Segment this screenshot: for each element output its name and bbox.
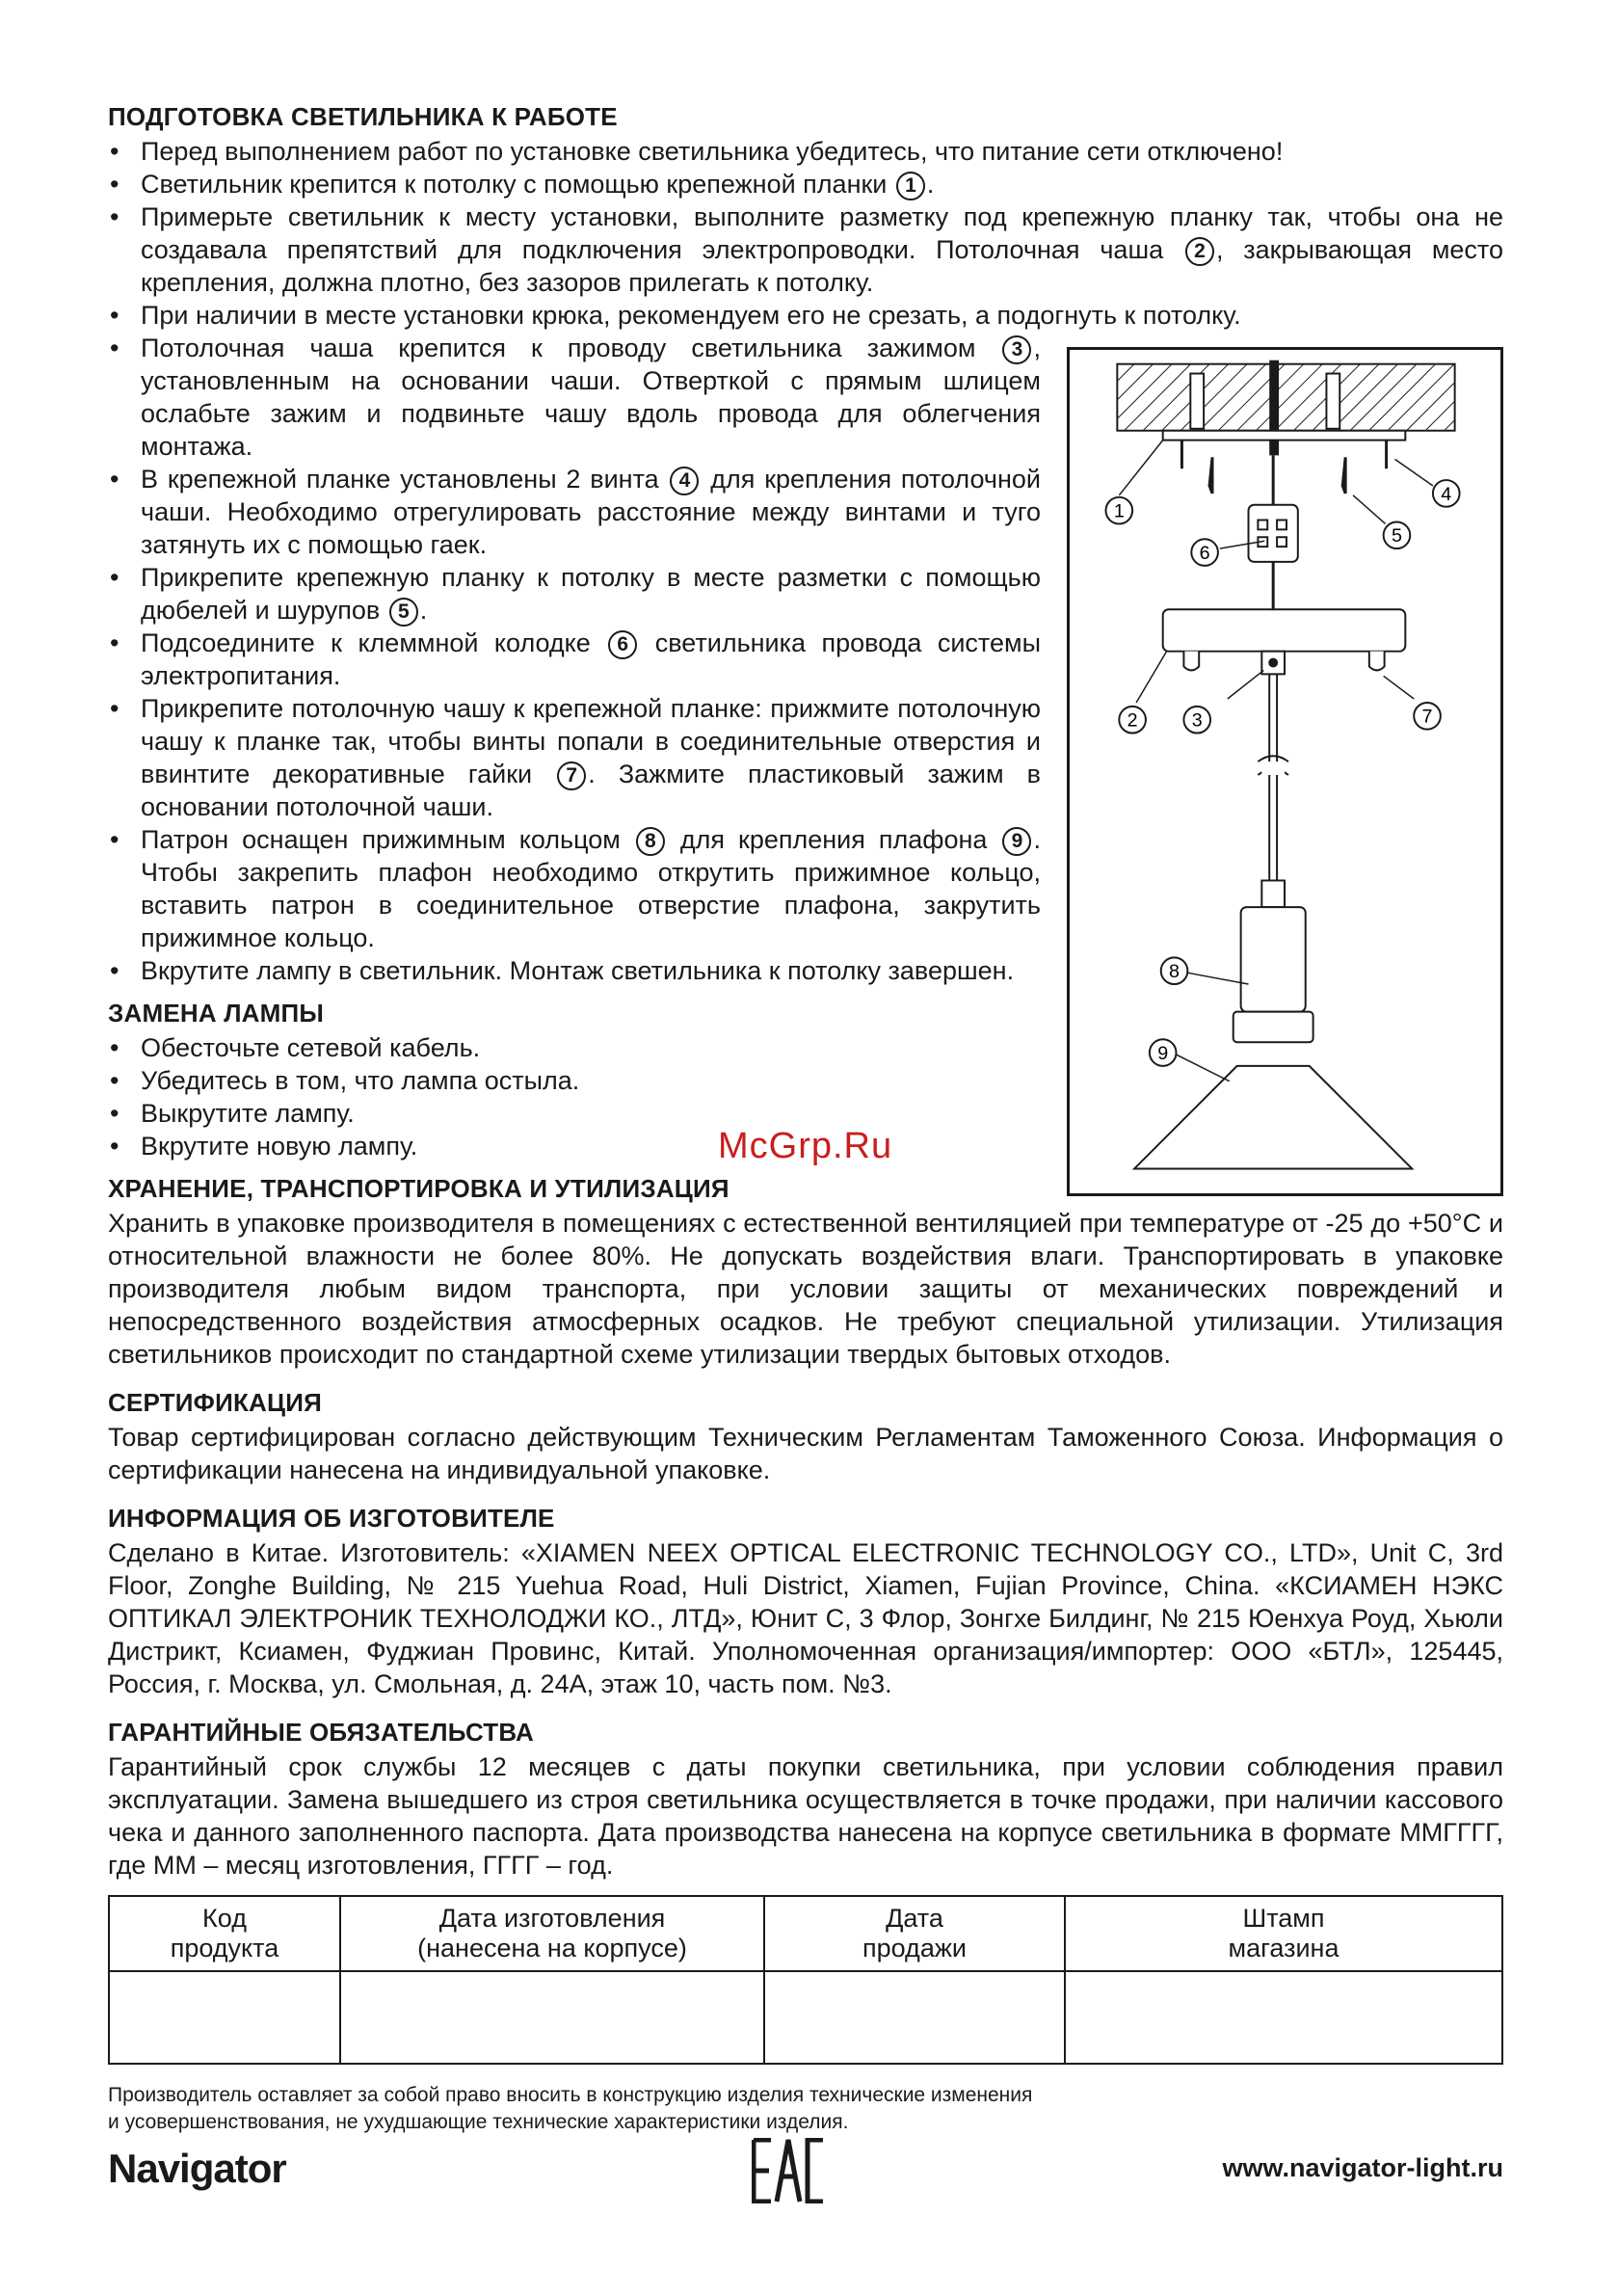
table-header-row bbox=[109, 1896, 1502, 1971]
lamp-item: • Выкрутите лампу. bbox=[108, 1097, 1041, 1130]
wood-screw bbox=[1342, 457, 1345, 493]
section-title-storage: ХРАНЕНИЕ, ТРАНСПОРТИРОВКА И УТИЛИЗАЦИЯ bbox=[108, 1174, 729, 1203]
diagram-callout-6 bbox=[1191, 539, 1218, 566]
socket bbox=[1241, 907, 1306, 1012]
prep-item-6: • В крепежной планке установлены 2 винта 4 для крепления потолочной чаши. Необходимо отрегулировать расстояние между винтами и туго затянуть их с помощью гаек. bbox=[108, 463, 1041, 561]
dowel bbox=[1326, 374, 1339, 429]
warranty-text: Гарантийный срок службы 12 месяцев с даты покупки светильника, при условии соблюдения правил эксплуатации. Замена вышедшего из строя светильника осуществляется в точке продажи, при наличии кассового чека и данного заполненного паспорта. Дата производства нанесена на корпусе светильника в формате ММГГГГ, где ММ – месяц изготовления, ГГГГ – год. bbox=[108, 1752, 1503, 1880]
lamp-item: • Вкрутите новую лампу. bbox=[108, 1130, 1041, 1162]
lamp-list bbox=[108, 1031, 1041, 1162]
svg-text:6: 6 bbox=[1199, 542, 1210, 564]
terminal-block bbox=[1249, 505, 1298, 562]
section-title-cert: СЕРТИФИКАЦИЯ bbox=[108, 1388, 322, 1417]
table-header-sale-date: Дата продажи bbox=[764, 1896, 1065, 1971]
navigator-logo: Navigator bbox=[108, 2146, 286, 2191]
callout-2: 2 bbox=[1185, 237, 1214, 266]
callout-4: 4 bbox=[670, 467, 699, 495]
section-title-warranty: ГАРАНТИЙНЫЕ ОБЯЗАТЕЛЬСТВА bbox=[108, 1718, 535, 1747]
table-header-mfg-date: Дата изготовления (нанесена на корпусе) bbox=[340, 1896, 764, 1971]
prep-item-2: • Светильник крепится к потолку с помощью крепежной планки 1 . bbox=[108, 168, 1503, 200]
prep-item-1: • Перед выполнением работ по установке светильника убедитесь, что питание сети отключено! bbox=[108, 135, 1503, 168]
prep-item-8: • Подсоедините к клеммной колодке 6 светильника провода системы электропитания. bbox=[108, 627, 1041, 692]
cert-text: Товар сертифицирован согласно действующим Техническим Регламентам Таможенного Союза. Информация о сертификации нанесена на индивидуальной упаковке. bbox=[108, 1423, 1503, 1484]
diagram-callout-3 bbox=[1183, 707, 1210, 734]
table-row bbox=[109, 1971, 1502, 2064]
svg-text:3: 3 bbox=[1191, 709, 1203, 732]
prep-item-7: • Прикрепите крепежную планку к потолку в месте разметки с помощью дюбелей и шурупов 5 . bbox=[108, 561, 1041, 627]
callout-3: 3 bbox=[1002, 335, 1031, 364]
dowel bbox=[1190, 374, 1204, 429]
section-title-prep: ПОДГОТОВКА СВЕТИЛЬНИКА К РАБОТЕ bbox=[108, 102, 618, 131]
canopy bbox=[1163, 609, 1406, 651]
svg-text:4: 4 bbox=[1441, 483, 1452, 505]
cable-top bbox=[1269, 360, 1279, 456]
svg-text:7: 7 bbox=[1421, 706, 1433, 728]
callout-9: 9 bbox=[1002, 827, 1031, 856]
watermark: McGrp.Ru bbox=[718, 1126, 893, 1166]
callout-1: 1 bbox=[896, 172, 925, 200]
table-cell-code[interactable] bbox=[109, 1971, 340, 2064]
table-header-code: Код продукта bbox=[109, 1896, 340, 1971]
table-cell-stamp[interactable] bbox=[1065, 1971, 1502, 2064]
mounting-plate bbox=[1163, 431, 1406, 441]
website-link[interactable]: www.navigator-light.ru bbox=[1222, 2153, 1503, 2182]
lamp-item: • Убедитесь в том, что лампа остыла. bbox=[108, 1064, 1041, 1097]
warranty-table bbox=[108, 1895, 1503, 2065]
prep-item-10: • Патрон оснащен прижимным кольцом 8 для крепления плафона 9 . Чтобы закрепить плафон необходимо открутить прижимное кольцо, вставить патрон в соединительное отверстие плафона, закрутить прижимное кольцо. bbox=[108, 823, 1041, 954]
prep-item-3: • Примерьте светильник к месту установки, выполните разметку под крепежную планку так, чтобы она не создавала препятствий для подключения электропроводки. Потолочная чаша 2 , закрывающая место крепления, должна плотно, без зазоров прилегать к потолку. bbox=[108, 200, 1503, 299]
prep-left-column bbox=[108, 332, 1041, 1162]
prep-item-9: • Прикрепите потолочную чашу к крепежной планке: прижмите потолочную чашу к планке так, чтобы винты попали в соединительные отверстия и ввинтите декоративные гайки 7 . Зажмите пластиковый зажим в основании потолочной чаши. bbox=[108, 692, 1041, 823]
svg-text:5: 5 bbox=[1391, 525, 1402, 547]
footnote: Производитель оставляет за собой право вносить в конструкцию изделия технические изменения и усовершенствования, не ухудшающие технические характеристики изделия. bbox=[108, 2084, 1033, 2133]
socket-stem bbox=[1261, 880, 1285, 907]
callout-6: 6 bbox=[608, 630, 637, 659]
section-title-lamp: ЗАМЕНА ЛАМПЫ bbox=[108, 999, 325, 1028]
diagram-callout-4 bbox=[1433, 480, 1460, 507]
diagram-callout-9 bbox=[1150, 1039, 1177, 1066]
diagram-callout-5 bbox=[1384, 521, 1411, 548]
svg-text:9: 9 bbox=[1157, 1042, 1169, 1064]
assembly-diagram bbox=[1067, 347, 1503, 1196]
prep-list-top bbox=[108, 135, 1503, 332]
section-title-maker: ИНФОРМАЦИЯ ОБ ИЗГОТОВИТЕЛЕ bbox=[108, 1504, 555, 1533]
eac-mark-icon bbox=[752, 2138, 825, 2203]
callout-8: 8 bbox=[636, 827, 665, 856]
prep-item-4: • При наличии в месте установки крюка, рекомендуем его не срезать, а подогнуть к потолку. bbox=[108, 299, 1503, 332]
socket-ring bbox=[1233, 1012, 1313, 1043]
maker-text: Сделано в Китае. Изготовитель: «XIAMEN NEEX OPTICAL ELECTRONIC TECHNOLOGY CO., LTD», Unit C, 3rd Floor, Zonghe Building, № 215 Yuehua Road, Huli District, Xiamen, Fujian Province, China. «КСИАМЕН НЭКС ОПТИКАЛ ЭЛЕКТРОНИК ТЕХНОЛОДЖИ КО., ЛТД», Юнит С, 3 Флор, Зонгхе Билдинг, № 215 Юенхуа Роуд, Хьюли Дистрикт, Ксиамен, Фуджиан Провинс, Китай. Уполномоченная организация/импортер: ООО «БТЛ», 125445, Россия, г. Москва, ул. Смольная, д. 24А, этаж 10, часть пом. №3. bbox=[108, 1538, 1503, 1698]
diagram-callout-2 bbox=[1119, 707, 1146, 734]
shade bbox=[1134, 1066, 1412, 1169]
wood-screw bbox=[1209, 457, 1212, 493]
table-header-stamp: Штамп магазина bbox=[1065, 1896, 1502, 1971]
svg-text:2: 2 bbox=[1127, 709, 1138, 732]
page-footer bbox=[108, 2138, 1503, 2205]
prep-list-bottom bbox=[108, 332, 1041, 987]
diagram-callout-8 bbox=[1161, 957, 1188, 984]
prep-item-5: • Потолочная чаша крепится к проводу светильника зажимом 3 , установленным на основании чаши. Отверткой с прямым шлицем ослабьте зажим и подвиньте чашу вдоль провода для облегчения монтажа. bbox=[108, 332, 1041, 463]
prep-item-11: • Вкрутите лампу в светильник. Монтаж светильника к потолку завершен. bbox=[108, 954, 1041, 987]
storage-text: Хранить в упаковке производителя в помещениях с естественной вентиляцией при температуре от -25 до +50°С и относительной влажности не более 80%. Не допускать воздействия влаги. Транспортировать в упаковке производителя любым видом транспорта, при условии защиты от механических повреждений и непосредственного воздействия атмосферных осадков. Не требуют специальной утилизации. Утилизация светильников происходит по стандартной схеме утилизации твердых бытовых отходов. bbox=[108, 1209, 1503, 1369]
diagram-callout-7 bbox=[1414, 703, 1441, 730]
table-cell-sale-date[interactable] bbox=[764, 1971, 1065, 2064]
svg-text:1: 1 bbox=[1113, 500, 1125, 522]
callout-5: 5 bbox=[389, 598, 418, 627]
table-cell-mfg-date[interactable] bbox=[340, 1971, 764, 2064]
svg-text:8: 8 bbox=[1169, 961, 1180, 983]
ceiling bbox=[1117, 364, 1454, 431]
lamp-item: • Обесточьте сетевой кабель. bbox=[108, 1031, 1041, 1064]
callout-7: 7 bbox=[557, 761, 586, 790]
diagram-callout-1 bbox=[1105, 497, 1132, 524]
assembly-diagram-svg bbox=[1070, 350, 1500, 1193]
